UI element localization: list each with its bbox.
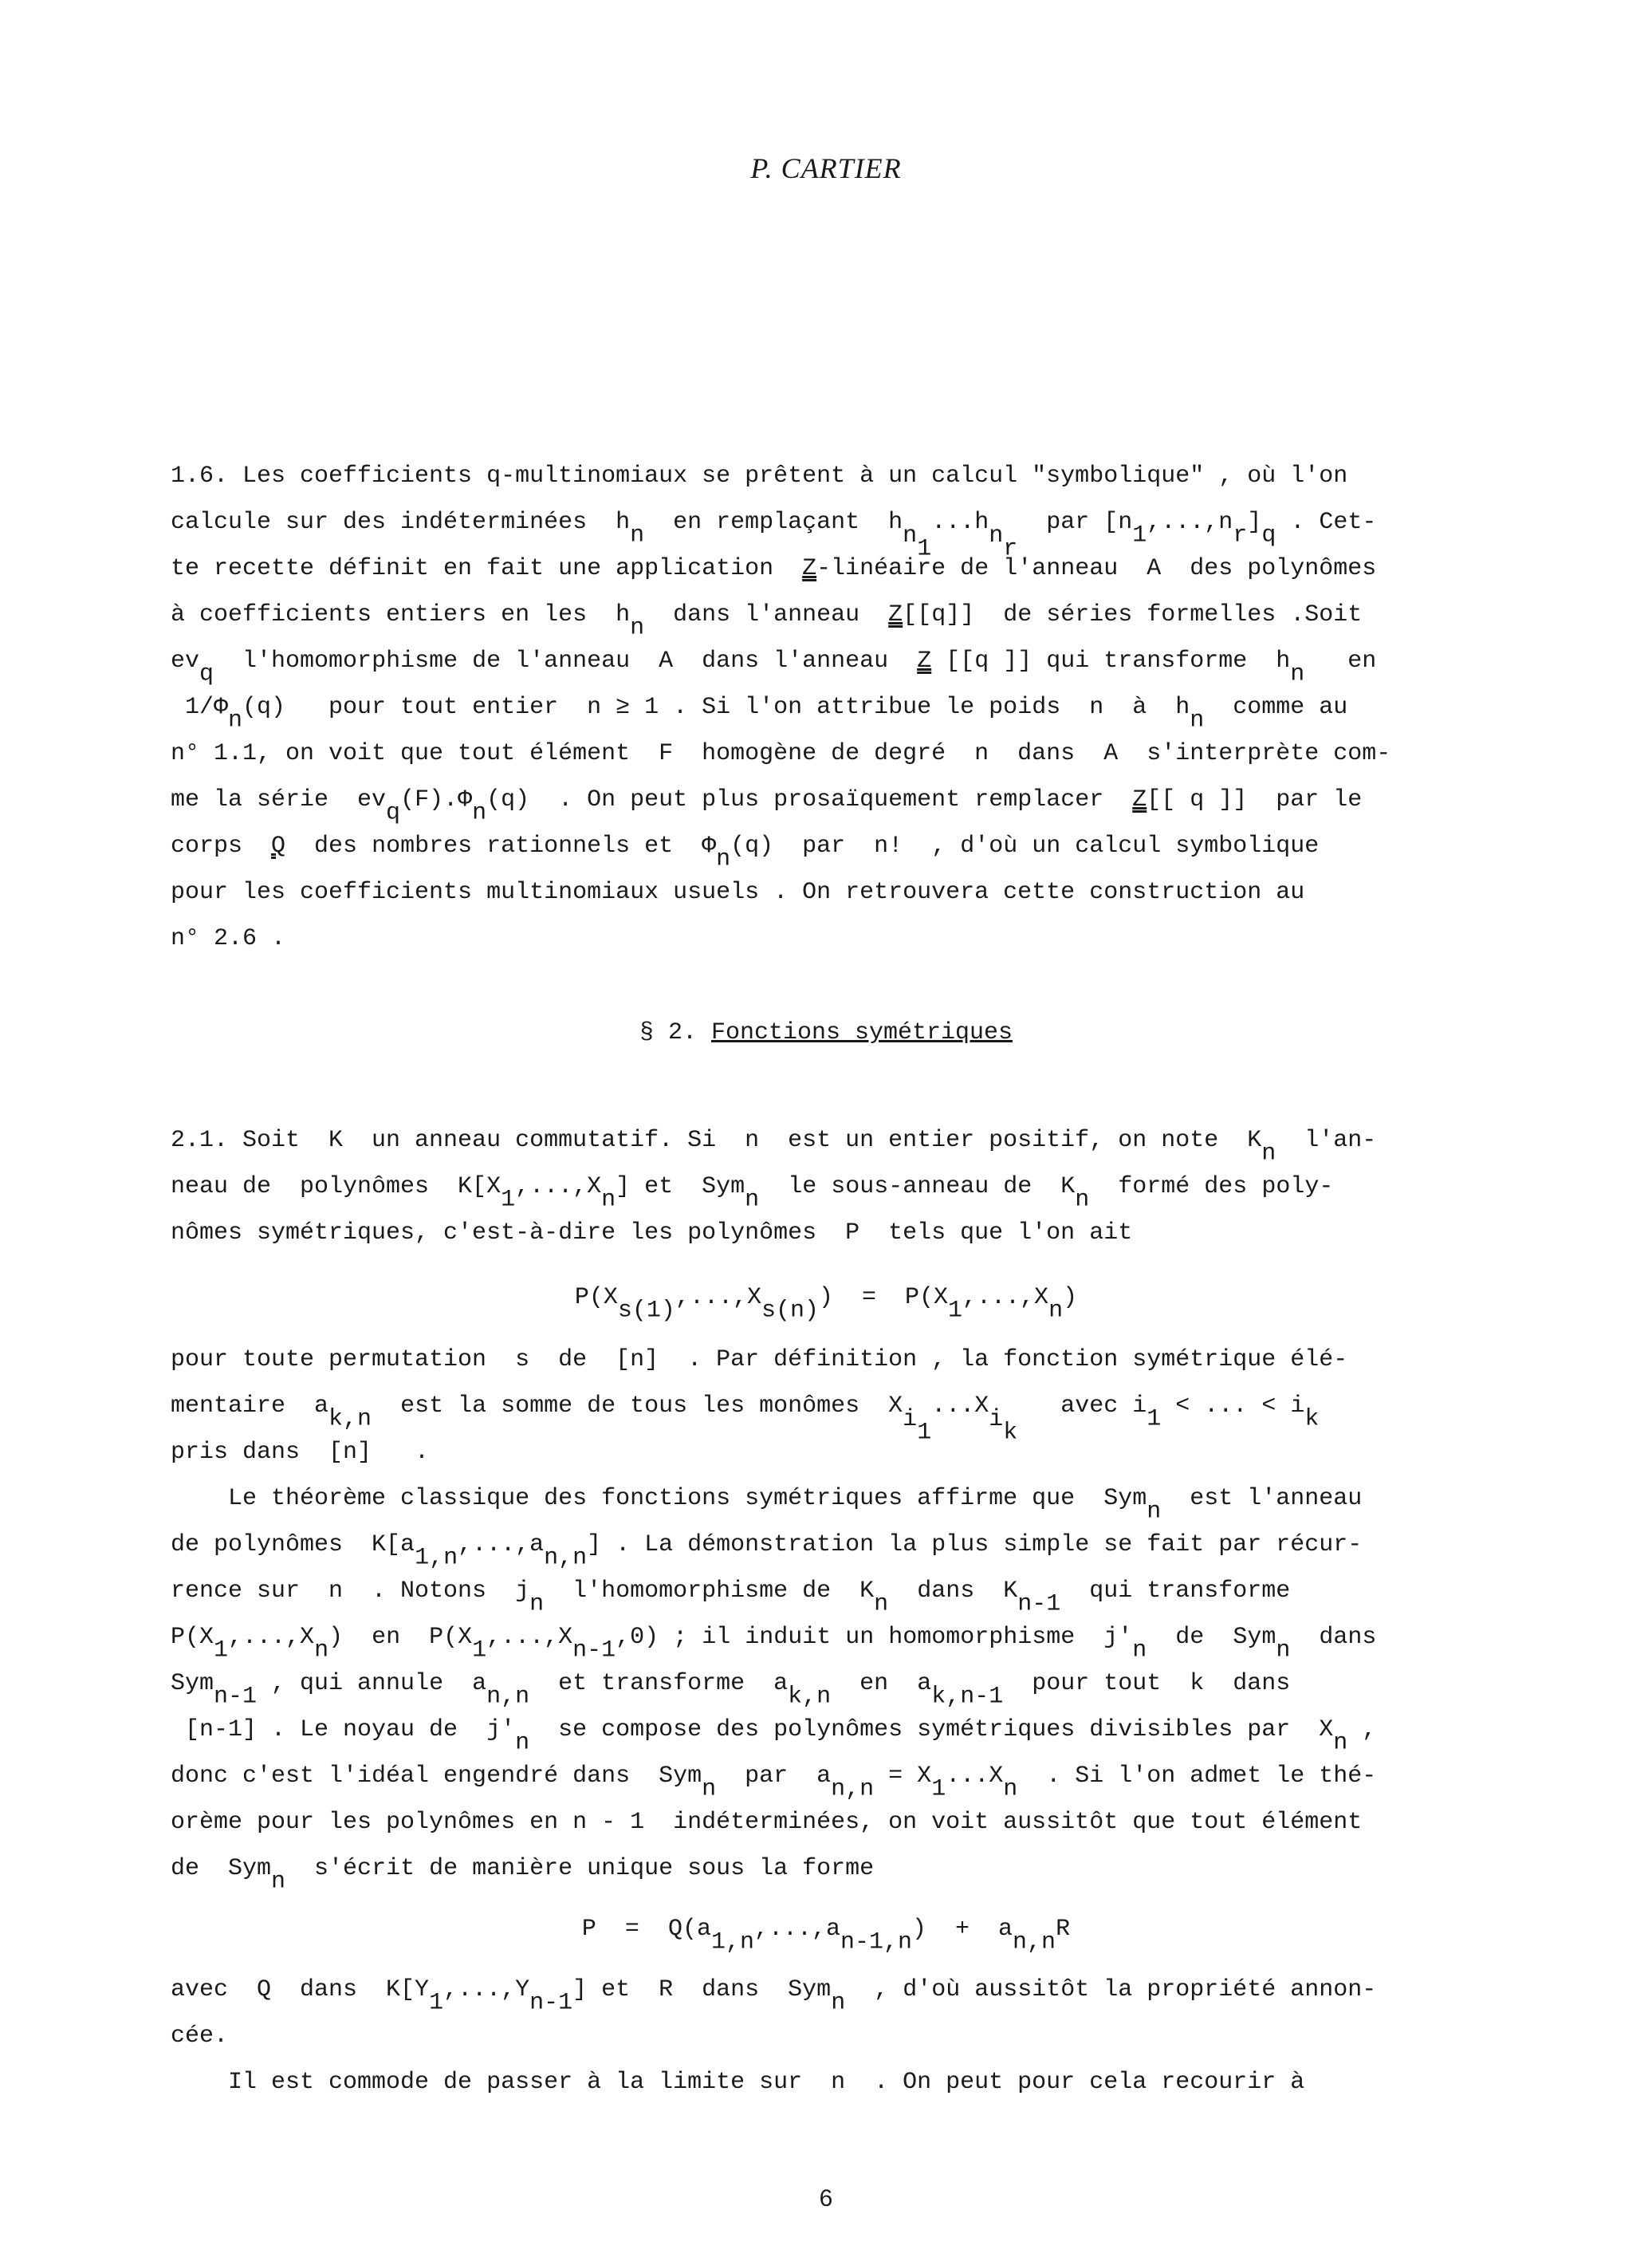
text: n° 1.1, on voit que tout élément F homogène de degré n dans A s'interprète com-: [171, 740, 1391, 767]
text: R: [1056, 1916, 1071, 1943]
subscript: r: [1003, 535, 1018, 562]
text: en remplaçant h: [644, 509, 903, 536]
subscript: n: [874, 1590, 889, 1618]
text: l'an-: [1276, 1127, 1377, 1154]
subscript: n: [1290, 660, 1305, 688]
text: est l'anneau: [1161, 1485, 1363, 1512]
text: [[q ]] qui transforme h: [931, 648, 1291, 675]
text-line: [171, 833, 1320, 873]
text: ,...,a: [753, 1916, 840, 1943]
text-line: [171, 1439, 429, 1466]
text: 2.1. Soit K un anneau commutatif. Si n est un entier positif, on note K: [171, 1127, 1262, 1154]
text: en a: [831, 1670, 932, 1697]
text: n: [903, 522, 918, 549]
subscript: k,n-1: [931, 1683, 1004, 1711]
text: ...X: [931, 1392, 989, 1420]
subscript: 1: [429, 1989, 444, 2017]
subscript: n: [1147, 1498, 1162, 1526]
equation-decomposition: [0, 1916, 1652, 1956]
subscript: 1,n: [415, 1544, 458, 1572]
subscript: k,n: [788, 1683, 832, 1711]
subscript: 1: [1132, 522, 1147, 549]
text: ,...,Y: [443, 1976, 530, 2003]
subscript: n: [1132, 1637, 1147, 1664]
text-line: [171, 1670, 1291, 1711]
text: de polynômes K[a: [171, 1531, 415, 1558]
text-line: [171, 1173, 1334, 1214]
subscript: s(1): [617, 1297, 675, 1325]
subscript: n: [1048, 1297, 1064, 1325]
text: (F).Φ: [400, 786, 473, 813]
text: à coefficients entiers en les h: [171, 601, 631, 628]
subscript: 1: [1147, 1405, 1162, 1433]
text-line: [171, 1976, 1377, 2017]
text: P = Q(a: [581, 1916, 711, 1943]
text: ...h: [931, 509, 989, 536]
subscript: k,n: [328, 1405, 372, 1433]
text-line: [171, 648, 1377, 688]
text: pour toute permutation s de [n] . Par définition , la fonction symétrique élé-: [171, 1346, 1348, 1373]
text: avec i: [1017, 1392, 1147, 1420]
text: mentaire a: [171, 1392, 329, 1420]
blackboard-q: Q: [271, 833, 286, 860]
text: neau de polynômes K[X: [171, 1173, 502, 1200]
paragraph-last: [171, 2069, 1304, 2096]
text-line: [171, 786, 1363, 827]
text: 1/Φ: [171, 694, 229, 721]
text: ,...,X: [486, 1624, 573, 1651]
subscript: n: [1190, 707, 1205, 735]
section-mark: § 2.: [639, 1019, 711, 1046]
text: Il est commode de passer à la limite sur n . On peut pour cela recourir à: [171, 2069, 1305, 2096]
subscript: n: [601, 1186, 616, 1214]
text: Sym: [171, 1670, 214, 1697]
subscript: n: [515, 1729, 530, 1757]
text: ...X: [946, 1763, 1004, 1790]
running-header: P. CARTIER: [750, 152, 902, 184]
subscript: 1: [948, 1297, 963, 1325]
text: (q) par n! , d'où un calcul symbolique: [730, 833, 1320, 860]
subscript: n: [529, 1590, 545, 1618]
text: me la série ev: [171, 786, 387, 813]
subscript: n: [314, 1637, 329, 1664]
text-line: [171, 1485, 1363, 1526]
section-heading: [0, 1019, 1652, 1046]
text: comme au: [1204, 694, 1348, 721]
text: P(X: [574, 1284, 618, 1311]
subscript: n,n: [1013, 1928, 1056, 1956]
text: te recette définit en fait une application: [171, 555, 803, 582]
text: formé des poly-: [1089, 1173, 1334, 1200]
text: cée.: [171, 2023, 229, 2050]
text: (q) pour tout entier n ≥ 1 . Si l'on attribue le poids n à h: [242, 694, 1190, 721]
text: ev: [171, 648, 200, 675]
subscript: q: [386, 799, 401, 827]
blackboard-z: Z: [917, 648, 932, 675]
text: < ... < i: [1161, 1392, 1305, 1420]
text-line: [171, 925, 285, 952]
subscript: n: [630, 614, 645, 642]
text: i: [989, 1405, 1004, 1433]
subscript: 1,n: [710, 1928, 754, 1956]
text: . Si l'on admet le thé-: [1017, 1763, 1377, 1790]
text: ,...,a: [458, 1531, 545, 1558]
text: calcule sur des indéterminées h: [171, 509, 631, 536]
text: ,: [1347, 1716, 1377, 1743]
text-line: [171, 1219, 1132, 1247]
text-line: [171, 1855, 875, 1896]
text-line: [171, 1624, 1377, 1664]
subscript: n: [745, 1186, 760, 1214]
subscript: r: [1233, 522, 1248, 549]
subscript: n-1: [572, 1637, 616, 1664]
subscript: [903, 1405, 932, 1446]
text-line: [171, 1346, 1347, 1373]
blackboard-z: Z: [802, 555, 817, 582]
subscript: 1: [501, 1186, 516, 1214]
text: qui transforme: [1060, 1578, 1291, 1605]
subscript: n: [630, 522, 645, 549]
text: ,...,n: [1147, 509, 1233, 536]
subscript: n: [1333, 1729, 1348, 1757]
text: -linéaire de l'anneau A des polynômes: [816, 555, 1377, 582]
subscript: n,n: [544, 1544, 588, 1572]
text: l'homomorphisme de l'anneau A dans l'anneau: [214, 648, 918, 675]
subscript: n: [716, 845, 731, 873]
text: ) + a: [912, 1916, 1013, 1943]
text: [n-1] . Le noyau de j': [171, 1716, 516, 1743]
subscript: n: [1075, 1186, 1090, 1214]
text: . Cet-: [1276, 509, 1377, 536]
text: se compose des polynômes symétriques divisibles par X: [529, 1716, 1334, 1743]
text-line: [171, 601, 1363, 642]
subscript: 1: [917, 1419, 932, 1446]
text: ]: [1247, 509, 1262, 536]
text: n: [989, 522, 1004, 549]
text-line: [171, 740, 1390, 767]
subscript: q: [1261, 522, 1276, 549]
subscript: k: [1304, 1405, 1320, 1433]
text-line: [171, 879, 1304, 906]
subscript: n-1: [1017, 1590, 1061, 1618]
text: par [n: [1017, 509, 1133, 536]
text-line: [171, 1392, 1320, 1446]
subscript: n-1: [529, 1989, 573, 2017]
text: de Sym: [171, 1855, 272, 1882]
section-title: Fonctions symétriques: [710, 1019, 1013, 1046]
subscript: n-1: [214, 1683, 258, 1711]
text: pour les coefficients multinomiaux usuels . On retrouvera cette construction au: [171, 879, 1305, 906]
text-line: [171, 2023, 228, 2050]
subscript: n: [702, 1775, 717, 1803]
subscript: n: [271, 1868, 286, 1896]
blackboard-z: Z: [1132, 786, 1147, 813]
subscript: n: [831, 1989, 846, 2017]
text-line: [171, 509, 1377, 562]
text: ) en P(X: [328, 1624, 473, 1651]
text: Le théorème classique des fonctions symétriques affirme que Sym: [171, 1485, 1147, 1512]
text: ] et R dans Sym: [572, 1976, 832, 2003]
text: des nombres rationnels et Φ: [285, 833, 717, 860]
text: pour tout k dans: [1003, 1670, 1291, 1697]
text: ) = P(X: [818, 1284, 949, 1311]
equation-symmetry: [0, 1284, 1652, 1325]
page-number: 6: [819, 2185, 833, 2212]
subscript: n-1,n: [840, 1928, 913, 1956]
text: s'écrit de manière unique sous la forme: [285, 1855, 875, 1882]
text: [[ q ]] par le: [1147, 786, 1363, 813]
text: pris dans [n] .: [171, 1439, 430, 1466]
text-line: [171, 1716, 1377, 1757]
text: est la somme de tous les monômes X: [372, 1392, 903, 1420]
text-line: [171, 694, 1348, 735]
subscript: n: [228, 707, 243, 735]
text: nômes symétriques, c'est-à-dire les polynômes P tels que l'on ait: [171, 1219, 1133, 1247]
text: n° 2.6 .: [171, 925, 286, 952]
subscript: [903, 522, 932, 562]
subscript: [989, 1405, 1018, 1446]
subscript: s(n): [761, 1297, 819, 1325]
subscript: 1: [931, 1775, 946, 1803]
text: 1.6. Les coefficients q-multinomiaux se prêtent à un calcul "symbolique" , où l'on: [171, 463, 1348, 490]
subscript: 1: [917, 535, 932, 562]
text: rence sur n . Notons j: [171, 1578, 530, 1605]
text-line: [171, 555, 1376, 582]
text: (q) . On peut plus prosaïquement remplacer: [486, 786, 1133, 813]
text: ): [1063, 1284, 1078, 1311]
blackboard-z: Z: [888, 601, 903, 628]
text: corps: [171, 833, 272, 860]
text: ,...,X: [675, 1284, 761, 1311]
subscript: k: [1003, 1419, 1018, 1446]
subscript: n: [1276, 1637, 1291, 1664]
text: P(X: [171, 1624, 214, 1651]
text: donc c'est l'idéal engendré dans Sym: [171, 1763, 702, 1790]
subscript: [989, 522, 1018, 562]
subscript: q: [199, 660, 214, 688]
text: , qui annule a: [257, 1670, 487, 1697]
subscript: 1: [214, 1637, 229, 1664]
text: et transforme a: [529, 1670, 789, 1697]
text: ,0) ; il induit un homomorphisme j': [616, 1624, 1133, 1651]
subscript: n,n: [486, 1683, 530, 1711]
text-line: [171, 1127, 1377, 1168]
subscript: n: [1003, 1775, 1018, 1803]
text: en: [1304, 648, 1377, 675]
text: ] et Sym: [616, 1173, 745, 1200]
text: le sous-anneau de K: [759, 1173, 1076, 1200]
text: i: [903, 1405, 918, 1433]
text: orème pour les polynômes en n - 1 indéterminées, on voit aussitôt que tout élément: [171, 1809, 1363, 1836]
subscript: n,n: [831, 1775, 875, 1803]
text: ,...,X: [228, 1624, 315, 1651]
subscript: n: [472, 799, 487, 827]
text: l'homomorphisme de K: [544, 1578, 875, 1605]
text: de Sym: [1147, 1624, 1276, 1651]
text: ,...,X: [515, 1173, 602, 1200]
text-line: [171, 1531, 1363, 1572]
text: avec Q dans K[Y: [171, 1976, 430, 2003]
text: dans l'anneau: [644, 601, 889, 628]
text-line: [171, 1578, 1291, 1618]
text-line: [171, 1809, 1362, 1836]
text: [[q]] de séries formelles .Soit: [903, 601, 1363, 628]
subscript: n: [1261, 1140, 1276, 1168]
text: dans K: [888, 1578, 1018, 1605]
text: dans: [1290, 1624, 1377, 1651]
text: ] . La démonstration la plus simple se fait par récur-: [587, 1531, 1363, 1558]
subscript: 1: [472, 1637, 487, 1664]
text: = X: [874, 1763, 932, 1790]
text: par a: [716, 1763, 832, 1790]
text-line: [171, 463, 1347, 490]
text: ,...,X: [962, 1284, 1049, 1311]
text-line: [171, 1763, 1377, 1803]
text: , d'où aussitôt la propriété annon-: [845, 1976, 1377, 2003]
